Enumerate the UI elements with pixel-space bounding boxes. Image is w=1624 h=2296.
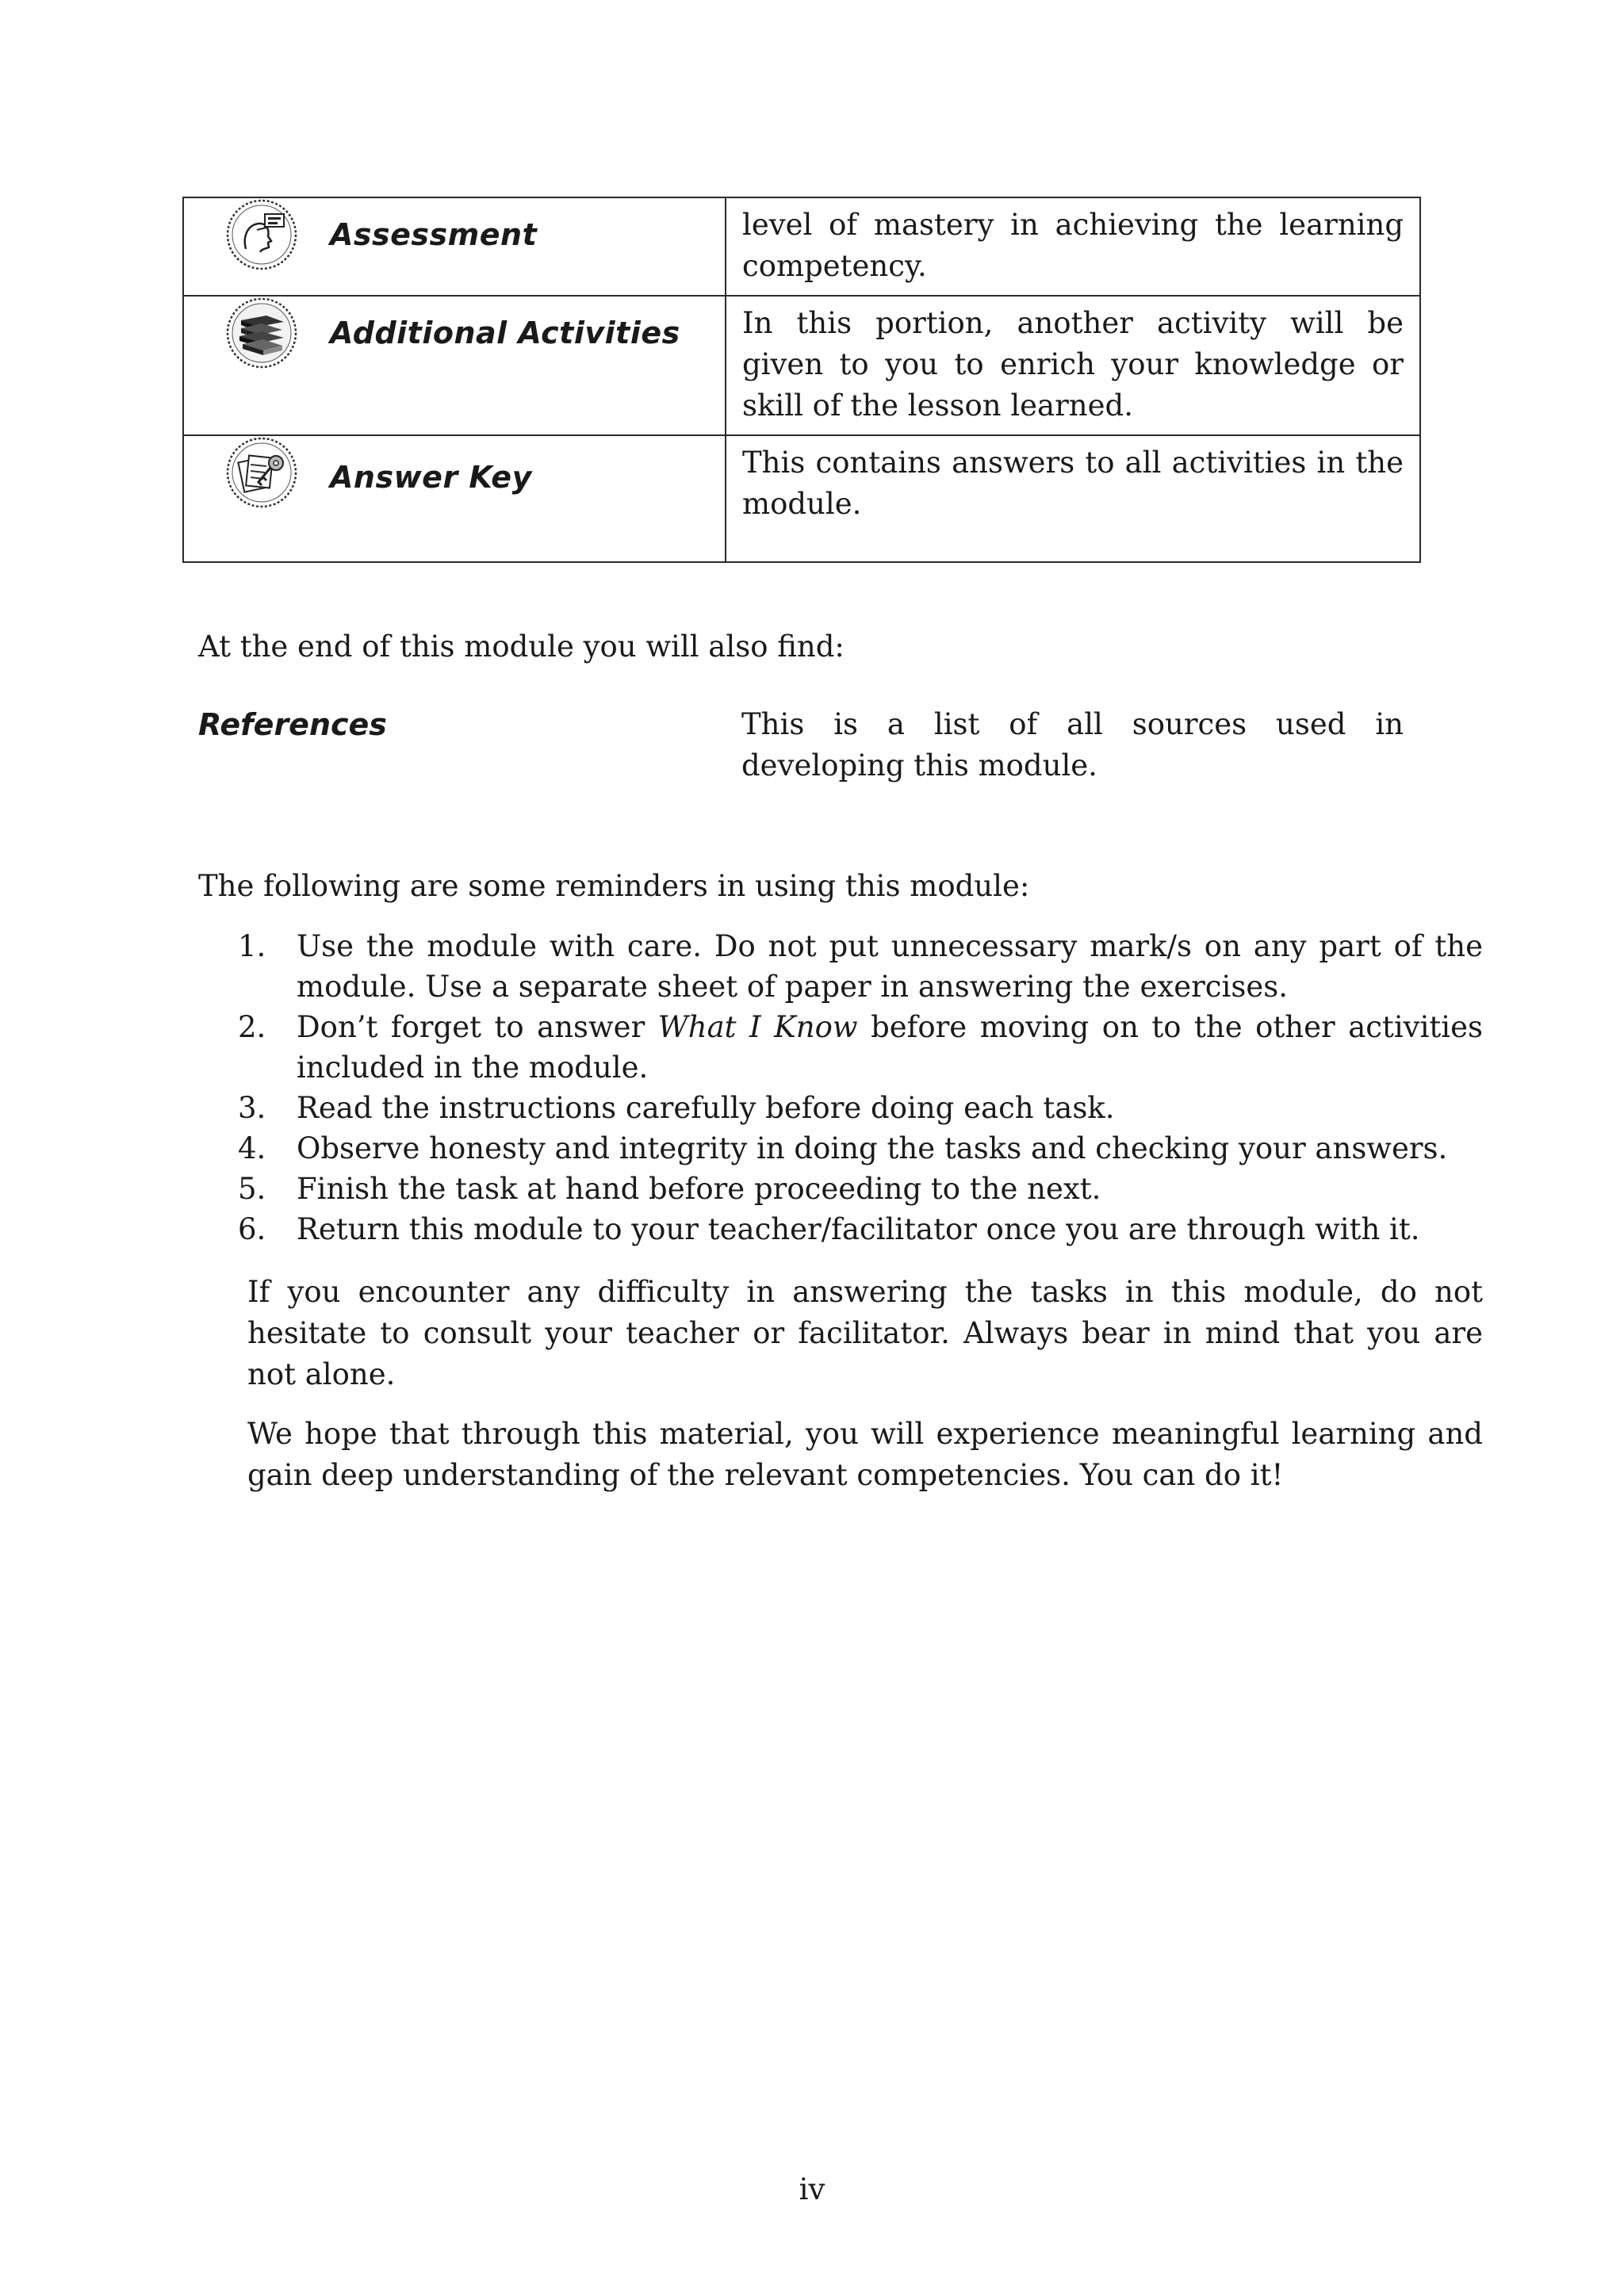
references-label: References: [198, 707, 387, 742]
list-item: [238, 1007, 1483, 1088]
end-section-intro: At the end of this module you will also find:: [198, 629, 845, 664]
list-item: [238, 1128, 1483, 1169]
part-name: Answer Key: [330, 460, 532, 495]
references-description: This is a list of all sources used in developing this module.: [741, 707, 1404, 783]
list-item-text: Finish the task at hand before proceeding to the next.: [297, 1172, 1101, 1206]
list-item-number: 2.: [238, 1010, 266, 1044]
table-row: [183, 435, 1420, 562]
part-description: This contains answers to all activities in the module.: [742, 446, 1404, 521]
list-item-number: 1.: [238, 929, 266, 963]
part-name: Additional Activities: [330, 316, 680, 350]
list-item: [238, 926, 1483, 1007]
list-item-text: Return this module to your teacher/facilitator once you are through with it.: [297, 1212, 1420, 1246]
list-item-text-before: Don’t forget to answer: [297, 1010, 658, 1044]
part-name-cell: [183, 296, 726, 435]
list-item-number: 3.: [238, 1091, 266, 1125]
list-item: [238, 1169, 1483, 1209]
part-description: In this portion, another activity will be given to you to enrich your knowledge or skill of the lesson learned.: [742, 306, 1404, 423]
list-item-text-after: before moving on to the other activities included in the module.: [297, 1010, 1483, 1085]
part-name-cell: [183, 435, 726, 562]
part-description-cell: [726, 296, 1420, 435]
closing-paragraph-1: If you encounter any difficulty in answering the tasks in this module, do not hesitate to consult your teacher or facilitator. Always bear in mind that you are not alone.: [247, 1275, 1483, 1391]
list-item-number: 6.: [238, 1212, 266, 1246]
list-item: [238, 1088, 1483, 1128]
reminders-list: [238, 926, 1483, 1249]
page-number: iv: [799, 2172, 825, 2206]
part-description: level of mastery in achieving the learning competency.: [742, 208, 1404, 283]
list-item-text: [297, 1007, 1483, 1088]
part-description-cell: [726, 197, 1420, 296]
list-item-number: 5.: [238, 1172, 266, 1206]
list-item-text: Read the instructions carefully before doing each task.: [297, 1091, 1115, 1125]
part-name-cell: [183, 197, 726, 296]
answer-key-icon: [225, 436, 298, 509]
closing-paragraph-2: We hope that through this material, you will experience meaningful learning and gain deep understanding of the relevant competencies. You can do it!: [247, 1417, 1483, 1492]
list-item-text: Use the module with care. Do not put unnecessary mark/s on any part of the module. Use a separate sheet of paper in answering the exercises.: [297, 929, 1483, 1004]
list-item-text: Observe honesty and integrity in doing the tasks and checking your answers.: [297, 1131, 1448, 1165]
table-row: [183, 197, 1420, 296]
part-name: Assessment: [330, 217, 538, 252]
books-icon: [225, 297, 298, 369]
reminders-intro: The following are some reminders in using this module:: [198, 869, 1030, 903]
assessment-icon: [225, 198, 298, 271]
what-i-know-emphasis: What I Know: [657, 1010, 858, 1044]
list-item: [238, 1209, 1483, 1249]
module-parts-table: [182, 197, 1421, 563]
table-row: [183, 296, 1420, 435]
list-item-number: 4.: [238, 1131, 266, 1165]
part-description-cell: [726, 435, 1420, 562]
